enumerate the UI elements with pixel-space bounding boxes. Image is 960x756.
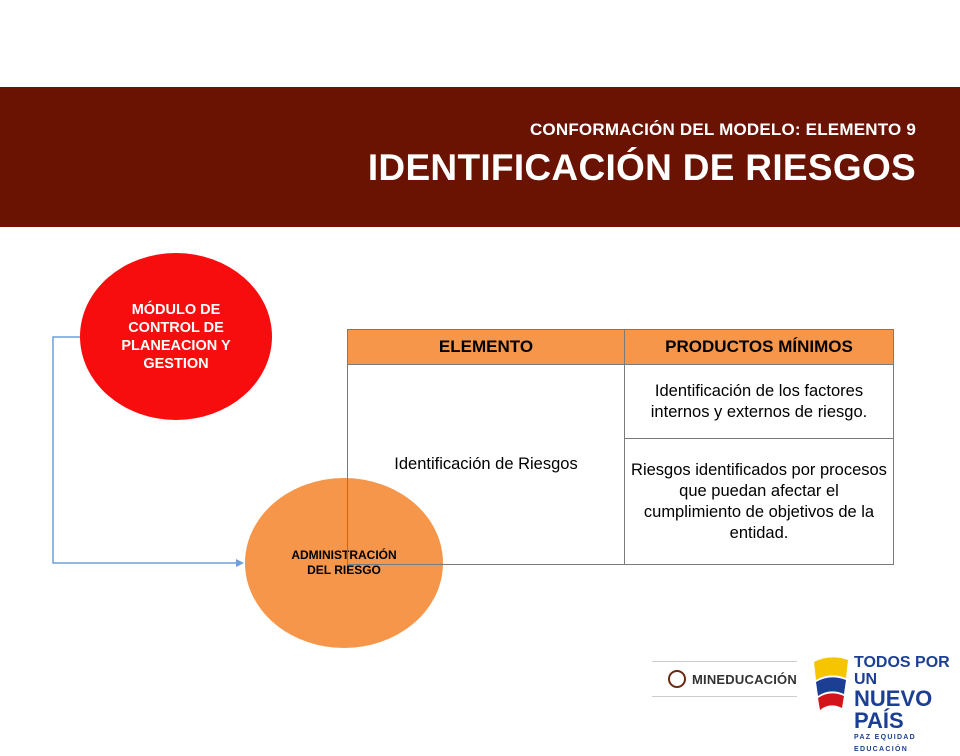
slogan-line-2: NUEVO PAÍS bbox=[854, 686, 933, 733]
mineducacion-text: MINEDUCACIÓN bbox=[692, 671, 797, 687]
slide-title: IDENTIFICACIÓN DE RIESGOS bbox=[367, 147, 916, 188]
coat-of-arms-icon bbox=[668, 670, 686, 688]
table-row bbox=[348, 364, 894, 439]
arrowhead-icon bbox=[236, 559, 244, 567]
risk-admin-label: ADMINISTRACIÓN DEL RIESGO bbox=[291, 548, 397, 577]
slogan-line-1: TODOS POR UN bbox=[854, 654, 950, 688]
products-table bbox=[347, 329, 894, 565]
planning-module-label: MÓDULO DE CONTROL DE PLANEACION Y GESTION bbox=[121, 301, 231, 372]
planning-module-circle bbox=[80, 253, 272, 420]
colombia-flag-icon bbox=[810, 654, 852, 712]
mineducacion-logo bbox=[652, 661, 797, 697]
slide-subtitle: CONFORMACIÓN DEL MODELO: ELEMENTO 9 bbox=[529, 120, 916, 139]
element-cell: Identificación de Riesgos bbox=[348, 364, 625, 564]
todos-por-un-nuevo-pais-logo bbox=[854, 654, 952, 756]
table-header-row bbox=[348, 330, 894, 365]
product-cell-2: Riesgos identificados por procesos que puedan afectar el cumplimiento de objetivos de la entidad. bbox=[625, 439, 894, 565]
slogan-line-3: PAZ EQUIDAD EDUCACIÓN bbox=[854, 734, 917, 753]
header-products: PRODUCTOS MÍNIMOS bbox=[625, 330, 894, 365]
header-element: ELEMENTO bbox=[348, 330, 625, 365]
footer-logos bbox=[652, 652, 952, 753]
product-cell-1: Identificación de los factores internos y externos de riesgo. bbox=[625, 364, 894, 439]
